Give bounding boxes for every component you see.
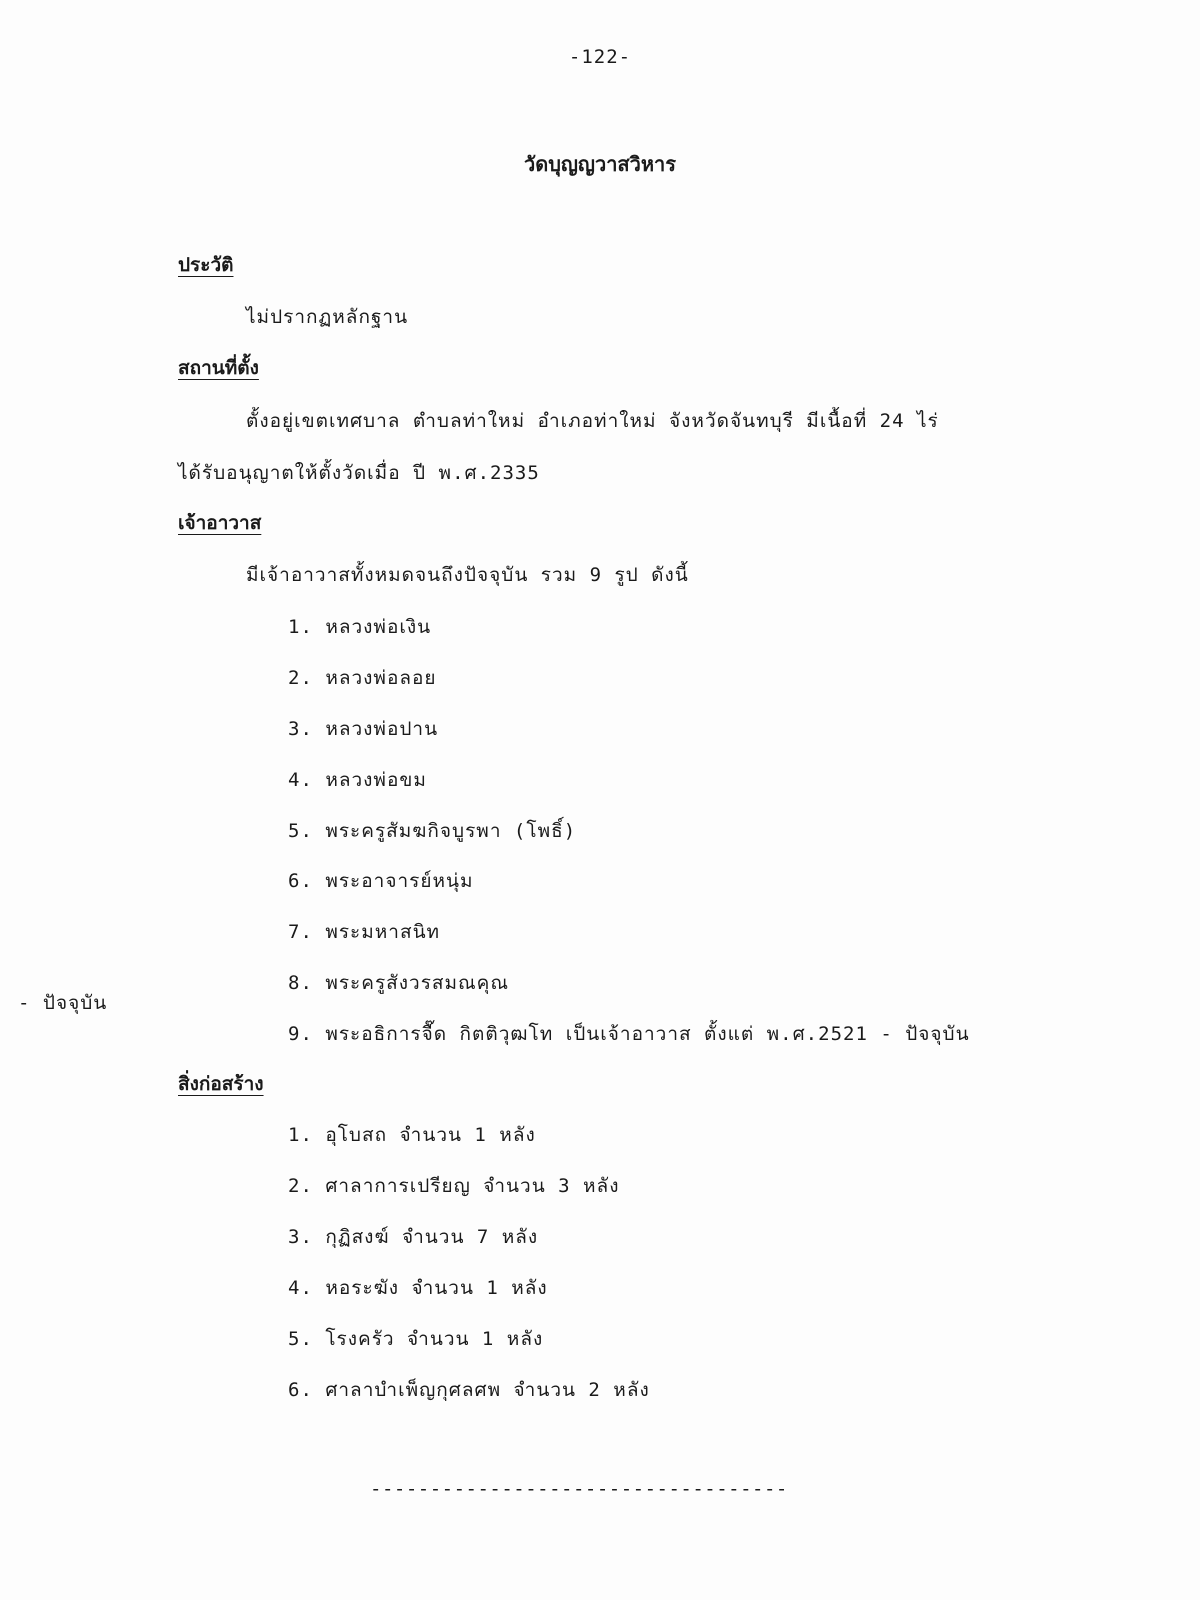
abbot-list-item: 5. พระครูสัมฆกิจบูรพา (โพธิ์)	[288, 820, 577, 842]
section-heading-buildings: สิ่งก่อสร้าง	[178, 1073, 264, 1095]
margin-note: - ปัจจุบัน	[18, 992, 108, 1014]
abbot-list-item: 6. พระอาจารย์หนุ่ม	[288, 870, 474, 892]
abbot-list-item: 8. พระครูสังวรสมณคุณ	[288, 972, 509, 994]
section-heading-history: ประวัติ	[178, 254, 234, 276]
location-line-1: ตั้งอยู่เขตเทศบาล ตำบลท่าใหม่ อำเภอท่าใหม่ จังหวัดจันทบุรี มีเนื้อที่ 24 ไร่	[246, 410, 939, 432]
abbot-list-item: 9. พระอธิการจื๊ด กิตติวุฒโท เป็นเจ้าอาวาส ตั้งแต่ พ.ศ.2521 - ปัจจุบัน	[288, 1023, 970, 1045]
abbot-list-item: 4. หลวงพ่อขม	[288, 769, 427, 791]
building-list-item: 1. อุโบสถ จำนวน 1 หลัง	[288, 1124, 536, 1146]
abbots-intro: มีเจ้าอาวาสทั้งหมดจนถึงปัจจุบัน รวม 9 รูป ดังนี้	[246, 564, 689, 586]
building-list-item: 3. กุฏิสงฆ์ จำนวน 7 หลัง	[288, 1226, 539, 1248]
page-title: วัดบุญญวาสวิหาร	[523, 152, 677, 176]
history-text: ไม่ปรากฏหลักฐาน	[246, 306, 409, 328]
abbot-list-item: 3. หลวงพ่อปาน	[288, 718, 439, 740]
page-number: -122-	[568, 46, 632, 68]
building-list-item: 6. ศาลาบำเพ็ญกุศลศพ จำนวน 2 หลัง	[288, 1379, 650, 1401]
abbot-list-item: 1. หลวงพ่อเงิน	[288, 616, 432, 638]
abbot-list-item: 7. พระมหาสนิท	[288, 921, 441, 943]
building-list-item: 2. ศาลาการเปรียญ จำนวน 3 หลัง	[288, 1175, 620, 1197]
building-list-item: 4. หอระฆัง จำนวน 1 หลัง	[288, 1277, 548, 1299]
section-heading-location: สถานที่ตั้ง	[178, 357, 259, 379]
building-list-item: 5. โรงครัว จำนวน 1 หลัง	[288, 1328, 544, 1350]
section-heading-abbots: เจ้าอาวาส	[178, 512, 262, 534]
footer-divider: -----------------------------------	[370, 1478, 788, 1500]
abbot-list-item: 2. หลวงพ่อลอย	[288, 667, 437, 689]
location-line-2: ได้รับอนุญาตให้ตั้งวัดเมื่อ ปี พ.ศ.2335	[178, 462, 540, 484]
